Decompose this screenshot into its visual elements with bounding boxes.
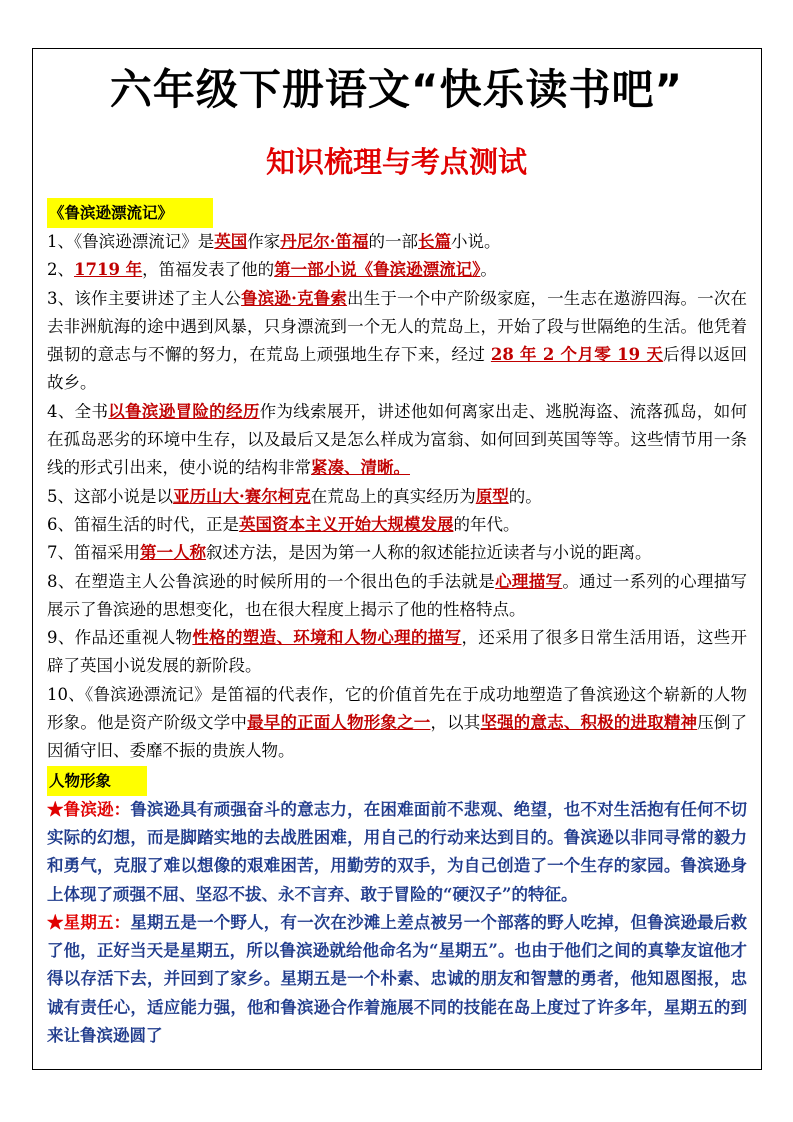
- key-point-highlight: 心理描写: [495, 571, 563, 591]
- key-point-highlight: 以鲁滨逊冒险的经历: [108, 401, 260, 421]
- character-name: ★星期五：: [47, 912, 131, 932]
- knowledge-item: [47, 511, 747, 539]
- key-point-highlight: 性格的塑造、环境和人物心理的描写: [192, 628, 462, 648]
- knowledge-list: [47, 228, 747, 766]
- character-entry: [47, 796, 747, 909]
- item-text: 在荒岛上的真实经历为: [310, 486, 476, 506]
- knowledge-item: [47, 256, 747, 284]
- key-point-highlight: 坚强的意志、积极的进取精神: [480, 713, 698, 733]
- knowledge-item: [47, 228, 747, 256]
- item-text: 5、这部小说是以: [47, 486, 173, 506]
- item-text: 3、该作主要讲述了主人公: [47, 288, 242, 308]
- key-point-highlight: 28 年 2 个月零 19 天: [490, 345, 664, 365]
- key-point-highlight: 英国: [214, 232, 248, 251]
- key-point-highlight: 紧凑、清晰。: [311, 458, 410, 478]
- page-subtitle: 知识梳理与考点测试: [265, 145, 527, 179]
- character-list: [47, 796, 747, 1051]
- item-text: 出生于一个中产阶级家庭，一生志在遨游四海。一次在去非洲航海的途中遇到风暴，只身漂流到一个无人的荒岛上，开始了段与世隔绝的生活。他凭着强韧的意志与不懈的努力，在荒岛上顽强地生存下来，经过: [47, 288, 748, 365]
- knowledge-item: [47, 681, 747, 766]
- content: [47, 198, 747, 1050]
- item-text: 。: [480, 260, 497, 280]
- key-point-highlight: 亚历山大·赛尔柯克: [173, 486, 311, 506]
- key-point-highlight: 原型: [475, 486, 509, 506]
- knowledge-item: [47, 539, 747, 567]
- section-tag-book: 《鲁滨逊漂流记》: [47, 198, 213, 228]
- key-point-highlight: 英国资本主义开始大规模发展: [239, 514, 454, 534]
- item-text: 7、笛福采用: [47, 543, 140, 563]
- item-text: 后得以返回故乡。: [47, 345, 748, 393]
- item-text: 的年代。: [453, 514, 520, 534]
- knowledge-item: [47, 624, 747, 681]
- knowledge-item: [47, 483, 747, 511]
- item-text: 作家: [247, 232, 281, 251]
- character-name: ★鲁滨逊：: [47, 799, 131, 819]
- character-description: 鲁滨逊具有顽强奋斗的意志力，在困难面前不悲观、绝望，也不对生活抱有任何不切实际的幻想，而是脚踏实地的去战胜困难，用自己的行动来达到目的。鲁滨逊以非同寻常的毅力和勇气，克服了难以想像的艰难困苦，用勤劳的双手，为自己创造了一个生存的家园。鲁滨逊身上体现了顽强不屈、坚忍不拔、永不言弃、敢于冒险的“硬汉子”的特征。: [47, 799, 748, 904]
- item-text: 8、在塑造主人公鲁滨逊的时候所用的一个很出色的手法就是: [47, 571, 496, 591]
- knowledge-item: [47, 568, 747, 625]
- knowledge-item: [47, 285, 747, 398]
- item-text: 4、全书: [47, 401, 109, 421]
- item-text: 1、《鲁滨逊漂流记》是: [47, 232, 215, 251]
- item-text: ，以其: [430, 713, 481, 733]
- character-description: 星期五是一个野人，有一次在沙滩上差点被另一个部落的野人吃掉，但鲁滨逊最后救了他，正好当天是星期五，所以鲁滨逊就给他命名为“星期五”。也由于他们之间的真挚友谊他才得以存活下去，并回到了家乡。星期五是一个朴素、忠诚的朋友和智慧的勇者，他知恩图报，忠诚有责任心，适应能力强，他和鲁滨逊合作着施展不同的技能在岛上度过了许多年，星期五的到来让鲁滨逊圆了: [47, 912, 748, 1046]
- knowledge-item: [47, 398, 747, 483]
- item-text: 小说。: [451, 232, 501, 251]
- key-point-highlight: 丹尼尔·笛福: [280, 232, 369, 251]
- key-point-highlight: 最早的正面人物形象之一: [247, 713, 431, 733]
- item-text: 。通过一系列的心理描写展示了鲁滨逊的思想变化，也在很大程度上揭示了他的性格特点。: [47, 571, 748, 619]
- item-text: 10、《鲁滨逊漂流记》是笛福的代表作，它的价值首先在于成功地塑造了鲁滨逊这个崭新的人物形象。他是资产阶级文学中: [47, 684, 747, 733]
- key-point-highlight: 1719 年: [74, 260, 143, 280]
- key-point-highlight: 第一部小说《鲁滨逊漂流记》: [274, 260, 481, 280]
- item-text: 6、笛福生活的时代，正是: [47, 514, 239, 534]
- key-point-highlight: 长篇: [418, 232, 451, 251]
- item-text: 作为线索展开，讲述他如何离家出走、逃脱海盗、流落孤岛，如何在孤岛恶劣的环境中生存，以及最后又是怎么样成为富翁、如何回到英国等等。这些情节用一条线的形式引出来，使小说的结构非常: [47, 401, 748, 478]
- item-text: 2、: [47, 260, 74, 280]
- section-tag-characters: 人物形象: [47, 766, 147, 796]
- item-text: 的。: [508, 486, 542, 506]
- item-text: 的一部: [368, 232, 418, 251]
- item-text: ，笛福发表了他的: [142, 260, 275, 280]
- item-text: 9、作品还重视人物: [47, 628, 193, 648]
- item-text: 叙述方法，是因为第一人称的叙述能拉近读者与小说的距离。: [206, 543, 652, 563]
- key-point-highlight: 鲁滨逊·克鲁索: [241, 288, 348, 308]
- item-text: ，还采用了很多日常生活用语，这些开辟了英国小说发展的新阶段。: [47, 628, 748, 676]
- item-text: 压倒了因循守旧、委靡不振的贵族人物。: [47, 713, 748, 761]
- key-point-highlight: 第一人称: [140, 543, 206, 563]
- character-entry: [47, 909, 747, 1050]
- page-title: 六年级下册语文“快乐读书吧”: [109, 65, 684, 114]
